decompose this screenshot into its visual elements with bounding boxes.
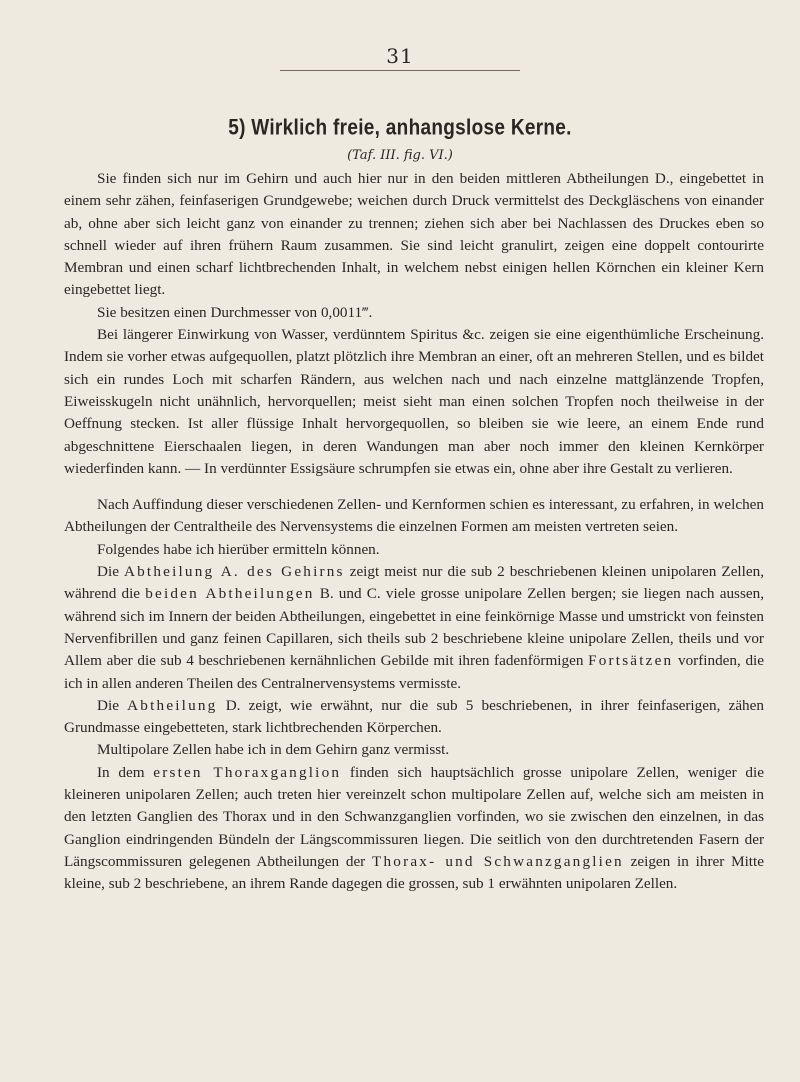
text-run: In dem: [97, 763, 154, 781]
paragraph-3: Bei längerer Einwirkung von Wasser, verdünntem Spiritus &c. zeigen sie eine eigenthümliche Erscheinung. Indem sie vorher etwas aufgequollen, platzt plötzlich ihre Membran an einer, oft an mehreren Stellen, und es bildet sich ein rundes Loch mit scharfen Rändern, aus welchen nach und nach einzelne mattglänzende Tropfen, Eiweisskugeln nicht unähnlich, hervorquellen; meist sieht man einen solchen Tropfen noch theilweise in der Oeffnung stecken. Ist aller flüssige Inhalt hervorgequollen, so bleiben sie wie leere, an einem Ende rund abgeschnittene Eierschaalen liegen, in deren Wandungen man aber noch immer den kleinen Kernkörper wiederfinden kann. — In verdünnter Essigsäure schrumpfen sie etwas ein, ohne aber ihre Gestalt zu verlieren.: [64, 326, 764, 477]
paragraph-9: [64, 762, 764, 896]
spaced-text: Abtheilung A. des Gehirns: [123, 563, 345, 581]
text-run: D. zeigt, wie erwähnt, nur die sub 5 beschriebenen, in ihrer feinfaserigen, zähen Grundmasse eingebetteten, stark lichtbrechenden Körperchen.: [64, 696, 764, 737]
header-rule: [280, 70, 520, 71]
spaced-text: Fortsätzen: [588, 652, 674, 670]
spaced-text: ersten Thoraxganglion: [153, 763, 342, 781]
text-run: Die: [97, 696, 128, 714]
spaced-text: beiden Abtheilungen: [145, 585, 315, 603]
spaced-text: Thorax- und Schwanzganglien: [372, 852, 624, 870]
text-run: finden sich hauptsächlich grosse unipolare Zellen, weniger die kleineren unipolaren Zellen; auch treten hier vereinzelt schon multipolare Zellen auf, welche sich am meisten in den letzten Ganglien des Thorax und in den Schwanzganglien vorfinden, wo sie zwischen den einzelnen, in das Ganglion eindringenden Bündeln der Längscommissuren liegen. Die seitlich von den durchtretenden Fasern der Längscommissuren gelegenen Abtheilungen der: [64, 763, 764, 870]
body-text: [64, 168, 764, 896]
page-number: 31: [386, 44, 414, 68]
figure-reference: (Taf. III. fig. VI.): [347, 148, 453, 163]
paragraph-7: [64, 695, 764, 740]
paragraph-2: Sie besitzen einen Durchmesser von 0,0011‴.: [97, 303, 373, 321]
text-run: vorfinden, die ich in allen anderen Theilen des Centralnervensystems vermisste.: [64, 652, 764, 692]
section-heading: 5) Wirklich freie, anhangslose Kerne.: [228, 116, 572, 141]
paragraph-5: Folgendes habe ich hierüber ermitteln können.: [97, 540, 380, 558]
paragraph-4: Nach Auffindung dieser verschiedenen Zellen- und Kernformen schien es interessant, zu erfahren, in welchen Abtheilungen der Centraltheile des Nervensystems die einzelnen Formen am meisten vertreten seien.: [64, 496, 764, 536]
spaced-text: Abtheilung: [127, 696, 218, 714]
paragraph-8: Multipolare Zellen habe ich in dem Gehirn ganz vermisst.: [97, 741, 450, 759]
text-run: B. und C. viele grosse unipolare Zellen bergen; sie liegen nach aussen, während sich im Innern der beiden Abtheilungen, eingebettet in eine feinkörnige Masse und umstrickt von feinsten Nervenfibrillen und ganz feinen Capillaren, sich theils sub 2 beschriebene kleine unipolare Zellen, theils und vor Allem aber die sub 4 beschriebenen kernähnlichen Gebilde mit ihren fadenförmigen: [64, 585, 764, 670]
text-run: zeigt meist nur die sub 2 beschriebenen kleinen unipolaren Zellen, während die: [64, 563, 765, 603]
paragraph-6: [64, 561, 764, 695]
text-run: zeigen in ihrer Mitte kleine, sub 2 beschriebene, an ihrem Rande dagegen die grossen, sub 1 erwähnten unipolaren Zellen.: [64, 852, 764, 893]
paragraph-1: Sie finden sich nur im Gehirn und auch hier nur in den beiden mittleren Abtheilungen D., eingebettet in einem sehr zähen, feinfaserigen Grundgewebe; weichen durch Druck vermittelst des Deckgläschens von einander ab, ohne aber sich leicht ganz von einander zu trennen; ziehen sich aber bei Nachlassen des Druckes eben so schnell wieder auf ihren frühern Raum zusammen. Sie sind leicht granulirt, zeigen eine doppelt contourirte Membran und einen scharf lichtbrechenden Inhalt, in welchem nebst einigen hellen Körnchen ein kleiner Kern eingebettet liegt.: [64, 170, 764, 299]
text-run: Die: [97, 563, 124, 581]
